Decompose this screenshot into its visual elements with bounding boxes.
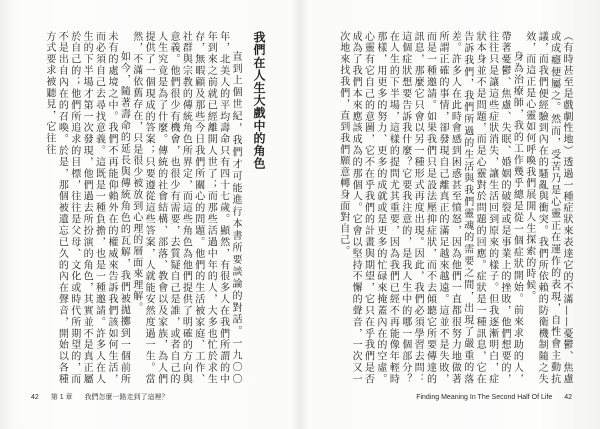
chapter-label: 第 1 章 xyxy=(50,394,73,401)
paragraph: 如今，隨著壽命的延長與傳統角色的瓦解，我們被拋擲到一個前所未有的處境之中。我們不再能仰賴外在的權威來告訴我們該如何生活，而必須自己去尋找意義。這既是一種負擔，也是一種邀請。許多人在人生的下半場才第一次發現，他們過去所扮演的角色，其實並不是真正屬於自己的；他們所追求的目標，往往是父母、文化或時代所期望的，而不是出自內在的召喚。於是，那個被遺忘已久的內在聲音，開始以各種方式要求被聽見，它往往 xyxy=(43,31,130,385)
section-title: 我們在人生大戲中的角色 xyxy=(252,31,266,170)
page-number: 42 xyxy=(564,394,572,401)
right-page-footer xyxy=(416,393,572,402)
paragraph: （有時甚至是戲劇性地）透過一種症狀來表達它的不滿——憂鬱、焦慮或成癮便屬之。然而，受苦乃是心靈正在運作的表現，自性會主動抗議，而我們便經驗到內在的騷亂與衝突。我們所依賴的防衛機制隨之失效，而這正是心靈如何呼喚我們展開人生探索的時候。 xyxy=(523,31,572,385)
right-page-body xyxy=(322,31,572,385)
left-page-footer xyxy=(31,393,169,402)
left-page-body xyxy=(31,31,267,385)
chapter-title: 我們怎麼一路走到了這裡？ xyxy=(84,394,169,401)
paragraph: 身為治療師，我的工作幾乎總是從一個症狀開始。前來求助的人，帶著憂鬱、焦慮、失眠、婚姻的破裂或是事業上的挫敗，他們想要的，往往只是讓這些症狀消失，讓生活回到原來的樣子。但我逐漸明白，症狀本身並不是問題，而是心靈對於問題的回應。症狀是一種訊息，它在告訴我們，我們所過的生活與我們靈魂的需要之間，出現了嚴重的落差。許多人在此時會感到困惑甚至憤怒，因為他們一直都很努力地做著所謂正確的事情，卻發現自己離真正的滿足越來越遠。這並不是失敗，而是一種邀請。如果我們只是設法壓抑症狀，而不去傾聽它所要傳達的訊息，那麼它只會以另一種形式再度出現。因此，我們必須學習去問：這個症狀想要告訴我什麼？它要我注意的，是我人生中的哪一個部分？在人生的下半場，這樣的提問尤其重要，因為我們已經不再能像年輕時那樣，用更多的努力、更多的成就或是更多的忙碌來掩蓋內在的空虛。心靈有它自己的意圖，它不在乎我們的計畫與期望，它只在乎我們是否成為了我們本來應該成為的那個人。它會以堅持不懈的聲音，一次又一次地來找我們，直到我們願意轉身面對自己。 xyxy=(337,31,523,385)
book-title: Finding Meaning In The Second Half Of Life xyxy=(416,394,553,401)
paragraph: 直到上個世紀，我們才可能進行本書所要談論的對話。一九〇〇年，北美人的平均壽命只有四十七歲。顯然，有很多人在我們所謂的中年到來之前就已經離開人世了；而那些活過中年的人，大多也忙於求生存，無暇顧及那些今日我們所關心的問題。他們的生活被家庭、工作、社群與宗教的傳統角色所界定，而這些角色為他們提供了明確的方向與意義。他們很少有機會，也很少有需要，去質疑自己是誰，或者自己的人生究竟是為了什麼。傳統的社會結構、部落、教會以及家族，為人們提供了一個現成的答案；只要遵從這些答案，人就能安然度過一生。當然，不滿依舊存在，只是很少被放到心理的層面來理解。 xyxy=(130,31,241,385)
page-number: 42 xyxy=(31,394,39,401)
